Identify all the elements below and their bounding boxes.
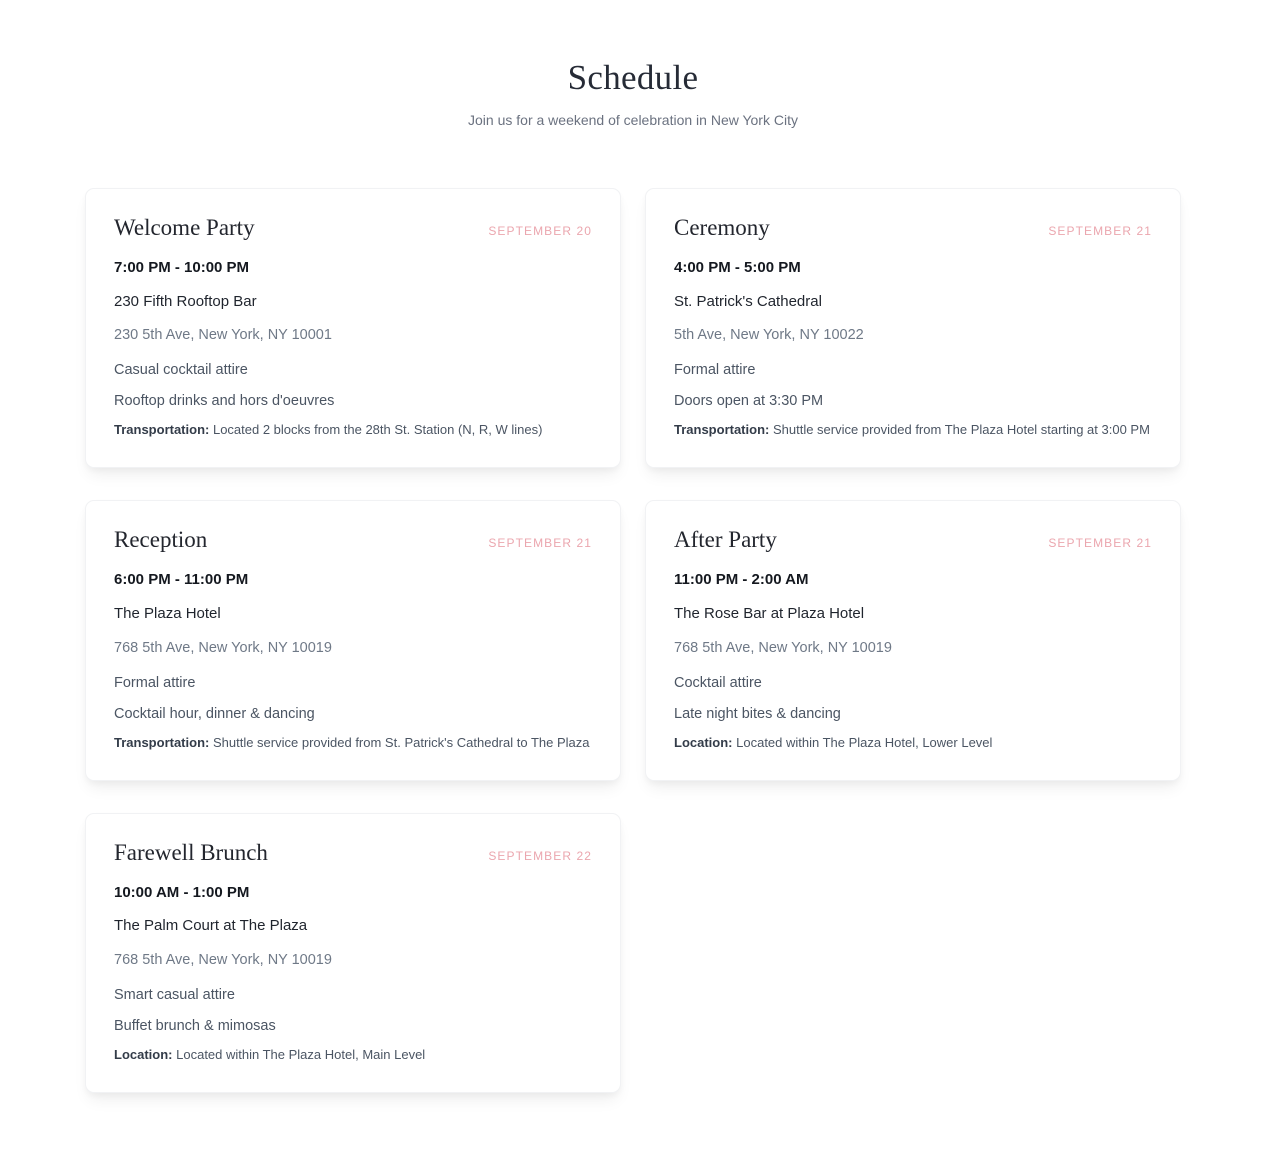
event-card-header — [114, 527, 592, 553]
event-card-header — [674, 215, 1152, 241]
event-card-header — [114, 840, 592, 866]
page-header — [0, 58, 1266, 128]
event-description: Buffet brunch & mimosas — [114, 1018, 276, 1034]
event-note-text: Shuttle service provided from The Plaza Hotel starting at 3:00 PM — [772, 422, 1150, 438]
event-date-badge: SEPTEMBER 21 — [488, 536, 592, 551]
event-card-header — [114, 215, 592, 241]
event-title: Welcome Party — [114, 215, 255, 240]
event-card — [85, 813, 621, 1093]
event-venue: The Rose Bar at Plaza Hotel — [674, 605, 865, 622]
event-note — [114, 1046, 592, 1064]
event-time: 10:00 AM - 1:00 PM — [114, 883, 250, 901]
event-description: Rooftop drinks and hors d'oeuvres — [114, 393, 335, 410]
event-card — [85, 188, 621, 468]
event-address: 230 5th Ave, New York, NY 10001 — [114, 327, 332, 344]
event-card-header — [674, 527, 1152, 553]
event-title: Farewell Brunch — [114, 839, 268, 865]
event-note-label: Location: — [674, 734, 733, 750]
event-date-badge: SEPTEMBER 21 — [1048, 224, 1152, 238]
event-time: 11:00 PM - 2:00 AM — [674, 571, 809, 589]
event-venue: The Palm Court at The Plaza — [114, 917, 308, 935]
event-date-badge: SEPTEMBER 20 — [488, 224, 592, 238]
event-venue: The Plaza Hotel — [114, 605, 221, 622]
event-note-label: Location: — [114, 1047, 173, 1062]
event-address: 768 5th Ave, New York, NY 10019 — [114, 952, 332, 968]
event-description: Late night bites & dancing — [674, 705, 841, 722]
event-note — [674, 421, 1152, 439]
event-title: After Party — [674, 527, 777, 553]
event-attire: Casual cocktail attire — [114, 362, 248, 379]
event-time: 7:00 PM - 10:00 PM — [114, 259, 250, 276]
event-address: 768 5th Ave, New York, NY 10019 — [674, 639, 892, 656]
page-title: Schedule — [567, 58, 699, 97]
event-date-badge: SEPTEMBER 21 — [1048, 536, 1152, 551]
page-subtitle: Join us for a weekend of celebration in New York City — [468, 112, 798, 128]
event-card — [85, 500, 621, 780]
event-note-text: Located within The Plaza Hotel, Lower Level — [736, 734, 993, 750]
event-note — [114, 734, 592, 752]
event-note — [674, 734, 1152, 752]
event-address: 768 5th Ave, New York, NY 10019 — [114, 639, 332, 656]
event-note-text: Located 2 blocks from the 28th St. Station (N, R, W lines) — [212, 422, 543, 438]
event-venue: 230 Fifth Rooftop Bar — [114, 292, 257, 310]
event-date-badge: SEPTEMBER 22 — [488, 848, 592, 863]
event-note — [114, 421, 592, 439]
event-attire: Cocktail attire — [674, 674, 762, 691]
event-card — [645, 188, 1181, 468]
events-grid — [85, 188, 1181, 1153]
event-note-label: Transportation: — [114, 734, 210, 750]
event-time: 6:00 PM - 11:00 PM — [114, 571, 249, 589]
event-time: 4:00 PM - 5:00 PM — [674, 259, 801, 276]
event-attire: Formal attire — [674, 362, 756, 379]
event-attire: Formal attire — [114, 674, 196, 691]
event-address: 5th Ave, New York, NY 10022 — [674, 327, 864, 344]
event-description: Doors open at 3:30 PM — [674, 393, 824, 410]
event-attire: Smart casual attire — [114, 987, 235, 1003]
event-venue: St. Patrick's Cathedral — [674, 292, 822, 310]
event-note-text: Shuttle service provided from St. Patrick's Cathedral to The Plaza — [212, 734, 590, 750]
event-description: Cocktail hour, dinner & dancing — [114, 705, 315, 722]
event-note-label: Transportation: — [674, 422, 770, 438]
event-note-text: Located within The Plaza Hotel, Main Level — [176, 1047, 426, 1062]
event-note-label: Transportation: — [114, 422, 210, 438]
event-title: Reception — [114, 527, 208, 553]
event-title: Ceremony — [674, 215, 770, 240]
event-card — [645, 500, 1181, 780]
